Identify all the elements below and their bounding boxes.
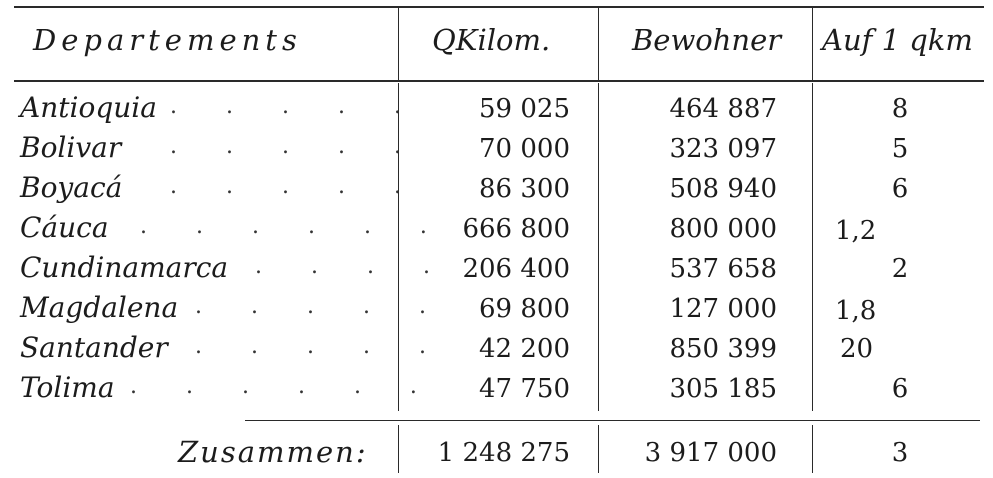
department-name: Cáuca bbox=[20, 211, 109, 244]
qkm-value: 69 800 bbox=[479, 294, 570, 324]
header-bottom-rule bbox=[14, 80, 984, 82]
density-value: 5 bbox=[891, 134, 909, 164]
table-row bbox=[0, 170, 993, 210]
density-value: 1,2 bbox=[835, 216, 877, 246]
density-value: 6 bbox=[891, 174, 909, 204]
bewohner-value: 537 658 bbox=[669, 254, 777, 284]
department-name: Antioquia bbox=[20, 91, 157, 124]
table-row bbox=[0, 330, 993, 370]
density-value: 2 bbox=[891, 254, 909, 284]
total-rule bbox=[245, 420, 980, 421]
total-divider-1 bbox=[398, 425, 399, 473]
leader-dots: . . . . . . bbox=[130, 374, 438, 399]
bewohner-value: 464 887 bbox=[669, 94, 777, 124]
leader-dots: . . . . . . bbox=[140, 214, 448, 239]
qkm-value: 42 200 bbox=[479, 334, 570, 364]
bewohner-value: 305 185 bbox=[669, 374, 777, 404]
leader-dots: . . . . . bbox=[170, 94, 422, 119]
column-header-departments: Departements bbox=[33, 23, 302, 57]
qkm-value: 666 800 bbox=[462, 214, 570, 244]
leader-dots: . . . . . bbox=[170, 174, 422, 199]
header-divider-3 bbox=[812, 8, 813, 80]
column-header-bewohner: Bewohner bbox=[632, 23, 782, 57]
department-name: Tolima bbox=[20, 371, 115, 404]
column-header-auf-qkm: Auf 1 qkm bbox=[822, 23, 973, 57]
department-name: Boyacá bbox=[20, 171, 123, 204]
bewohner-value: 850 399 bbox=[669, 334, 777, 364]
density-value: 6 bbox=[891, 374, 909, 404]
department-name: Santander bbox=[20, 331, 168, 364]
leader-dots: . . . . . bbox=[195, 294, 447, 319]
qkm-value: 70 000 bbox=[479, 134, 570, 164]
total-density-value: 3 bbox=[891, 438, 909, 468]
department-name: Cundinamarca bbox=[20, 251, 229, 284]
table-row bbox=[0, 210, 993, 250]
qkm-value: 47 750 bbox=[479, 374, 570, 404]
leader-dots: . . . . bbox=[255, 254, 451, 279]
density-value: 20 bbox=[840, 334, 874, 364]
table-row bbox=[0, 250, 993, 290]
qkm-value: 86 300 bbox=[479, 174, 570, 204]
leader-dots: . . . . . bbox=[170, 134, 422, 159]
column-header-qkilom: QKilom. bbox=[432, 23, 551, 57]
bewohner-value: 127 000 bbox=[669, 294, 777, 324]
bewohner-value: 323 097 bbox=[669, 134, 777, 164]
total-divider-2 bbox=[598, 425, 599, 473]
bewohner-value: 508 940 bbox=[669, 174, 777, 204]
total-label: Zusammen: bbox=[178, 435, 368, 469]
header-divider-2 bbox=[598, 8, 599, 80]
department-name: Magdalena bbox=[20, 291, 179, 324]
department-name: Bolivar bbox=[20, 131, 122, 164]
header-divider-1 bbox=[398, 8, 399, 80]
total-divider-3 bbox=[812, 425, 813, 473]
table-row bbox=[0, 90, 993, 130]
bewohner-value: 800 000 bbox=[669, 214, 777, 244]
table-row bbox=[0, 290, 993, 330]
density-value: 1,8 bbox=[835, 296, 877, 326]
qkm-value: 59 025 bbox=[479, 94, 570, 124]
leader-dots: . . . . . bbox=[195, 334, 447, 359]
total-qkm-value: 1 248 275 bbox=[437, 438, 570, 468]
qkm-value: 206 400 bbox=[462, 254, 570, 284]
table-row bbox=[0, 370, 993, 410]
table-row bbox=[0, 130, 993, 170]
density-value: 8 bbox=[891, 94, 909, 124]
table-top-rule bbox=[14, 6, 984, 8]
total-bewohner-value: 3 917 000 bbox=[644, 438, 777, 468]
